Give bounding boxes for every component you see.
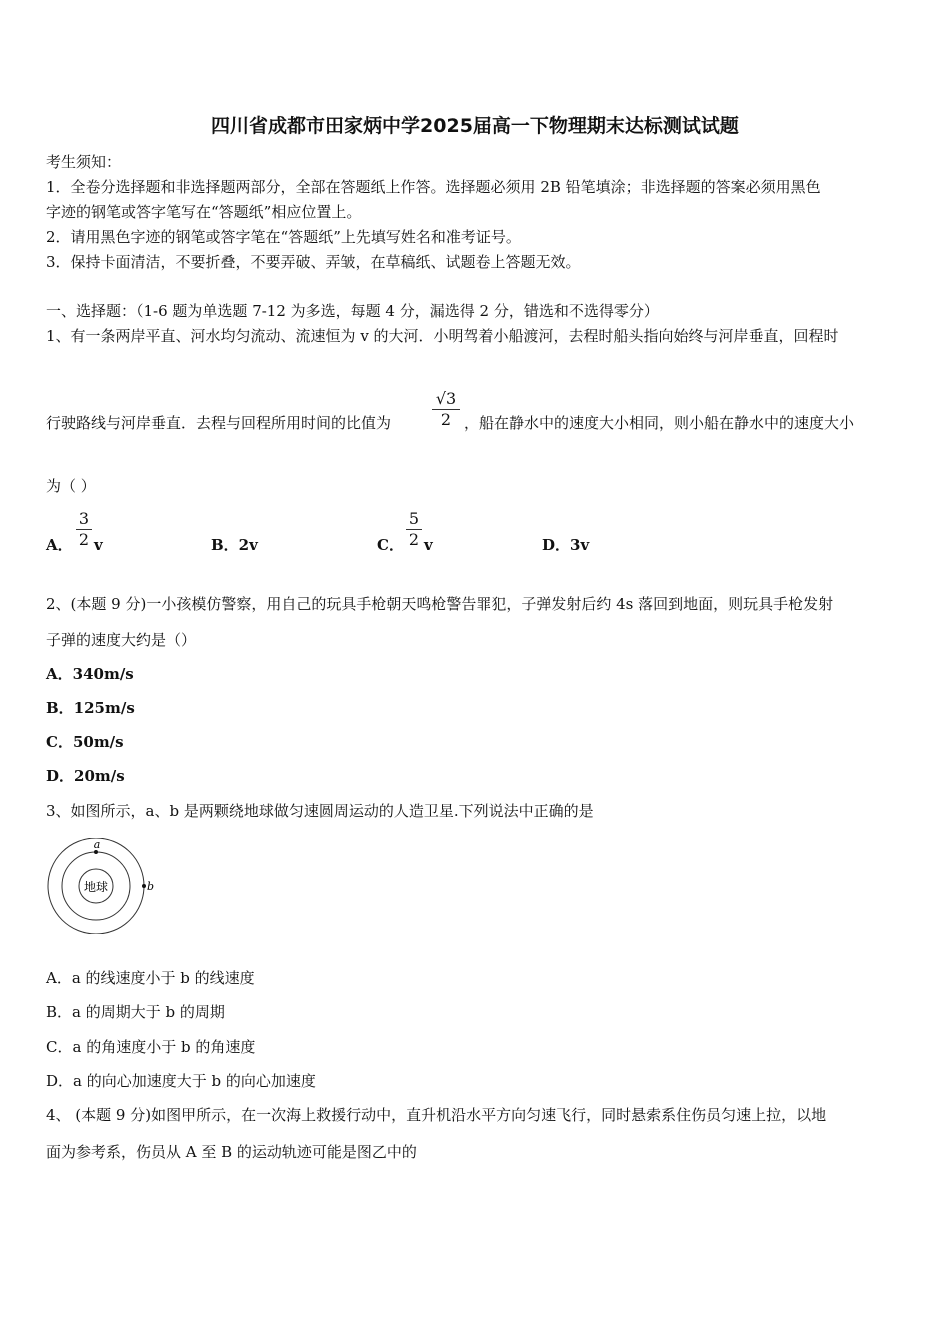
q1-option-a-numerator: 3 xyxy=(78,509,90,528)
q2-line-1: 2、(本题 9 分)一小孩模仿警察，用自己的玩具手枪朝天鸣枪警告罪犯，子弹发射后约 4s 落回到地面，则玩具手枪发射 xyxy=(46,595,834,613)
q3-line-1: 3、如图所示，a、b 是两颗绕地球做匀速圆周运动的人造卫星.下列说法中正确的是 xyxy=(46,802,594,820)
q1-option-c-fraction xyxy=(406,510,422,549)
q2-option-c: C．50m/s xyxy=(46,733,124,751)
q1-option-c-numerator: 5 xyxy=(408,509,420,528)
q1-line-2-pre: 行驶路线与河岸垂直．去程与回程所用时间的比值为 xyxy=(46,414,392,432)
notice-line-1b: 字迹的钢笔或答字笔写在“答题纸”相应位置上。 xyxy=(46,203,362,221)
q3-option-b: B．a 的周期大于 b 的周期 xyxy=(46,1003,225,1021)
q1-option-d: D．3v xyxy=(542,536,590,554)
q1-option-a-fraction xyxy=(76,510,92,549)
q1-line-3: 为（ ） xyxy=(46,477,96,495)
q3-option-c: C．a 的角速度小于 b 的角速度 xyxy=(46,1038,256,1056)
q1-option-c-label: C． xyxy=(377,536,404,554)
q2-option-d: D．20m/s xyxy=(46,767,125,785)
q1-option-c-denominator: 2 xyxy=(408,530,420,549)
earth-label: 地球 xyxy=(83,880,109,894)
q4-line-2: 面为参考系，伤员从 A 至 B 的运动轨迹可能是图乙中的 xyxy=(46,1143,417,1161)
q1-option-a-label: A． xyxy=(46,536,73,554)
satellite-b-dot xyxy=(142,884,146,888)
section-heading: 一、选择题：（1-6 题为单选题 7-12 为多选，每题 4 分，漏选得 2 分，错选和不选得零分） xyxy=(46,302,659,320)
notice-heading: 考生须知： xyxy=(46,153,122,171)
q4-line-1: 4、 (本题 9 分)如图甲所示，在一次海上救援行动中，直升机沿水平方向匀速飞行，同时悬索系住伤员匀速上拉，以地 xyxy=(46,1106,827,1124)
q3-option-d: D．a 的向心加速度大于 b 的向心加速度 xyxy=(46,1072,316,1090)
q1-line-1: 1、有一条两岸平直、河水均匀流动、流速恒为 v 的大河．小明驾着小船渡河，去程时船头指向始终与河岸垂直，回程时 xyxy=(46,327,839,345)
q2-line-2: 子弹的速度大约是（） xyxy=(46,631,197,649)
q1-line-2-post: ，船在静水中的速度大小相同，则小船在静水中的速度大小 xyxy=(464,414,855,432)
q1-option-a-unit: v xyxy=(94,536,103,554)
satellite-orbit-figure xyxy=(44,838,164,934)
satellite-b-label: b xyxy=(147,880,155,893)
q1-ratio-fraction xyxy=(432,390,460,429)
notice-line-2: 2．请用黑色字迹的钢笔或答字笔在“答题纸”上先填写姓名和准考证号。 xyxy=(46,228,521,246)
satellite-a-label: a xyxy=(93,838,101,851)
q1-option-b: B．2v xyxy=(211,536,258,554)
notice-line-1a: 1．全卷分选择题和非选择题两部分，全部在答题纸上作答。选择题必须用 2B 铅笔填涂；非选择题的答案必须用黑色 xyxy=(46,178,821,196)
q3-option-a: A．a 的线速度小于 b 的线速度 xyxy=(46,969,255,987)
q1-ratio-denominator: 2 xyxy=(440,410,452,429)
notice-line-3: 3．保持卡面清洁，不要折叠，不要弄破、弄皱，在草稿纸、试题卷上答题无效。 xyxy=(46,253,581,271)
q1-option-a-denominator: 2 xyxy=(78,530,90,549)
q1-ratio-numerator: √3 xyxy=(435,389,457,408)
page-title: 四川省成都市田家炳中学2025届高一下物理期末达标测试试题 xyxy=(211,115,739,137)
q2-option-a: A．340m/s xyxy=(46,665,134,683)
q2-option-b: B．125m/s xyxy=(46,699,135,717)
q1-option-c-unit: v xyxy=(424,536,433,554)
